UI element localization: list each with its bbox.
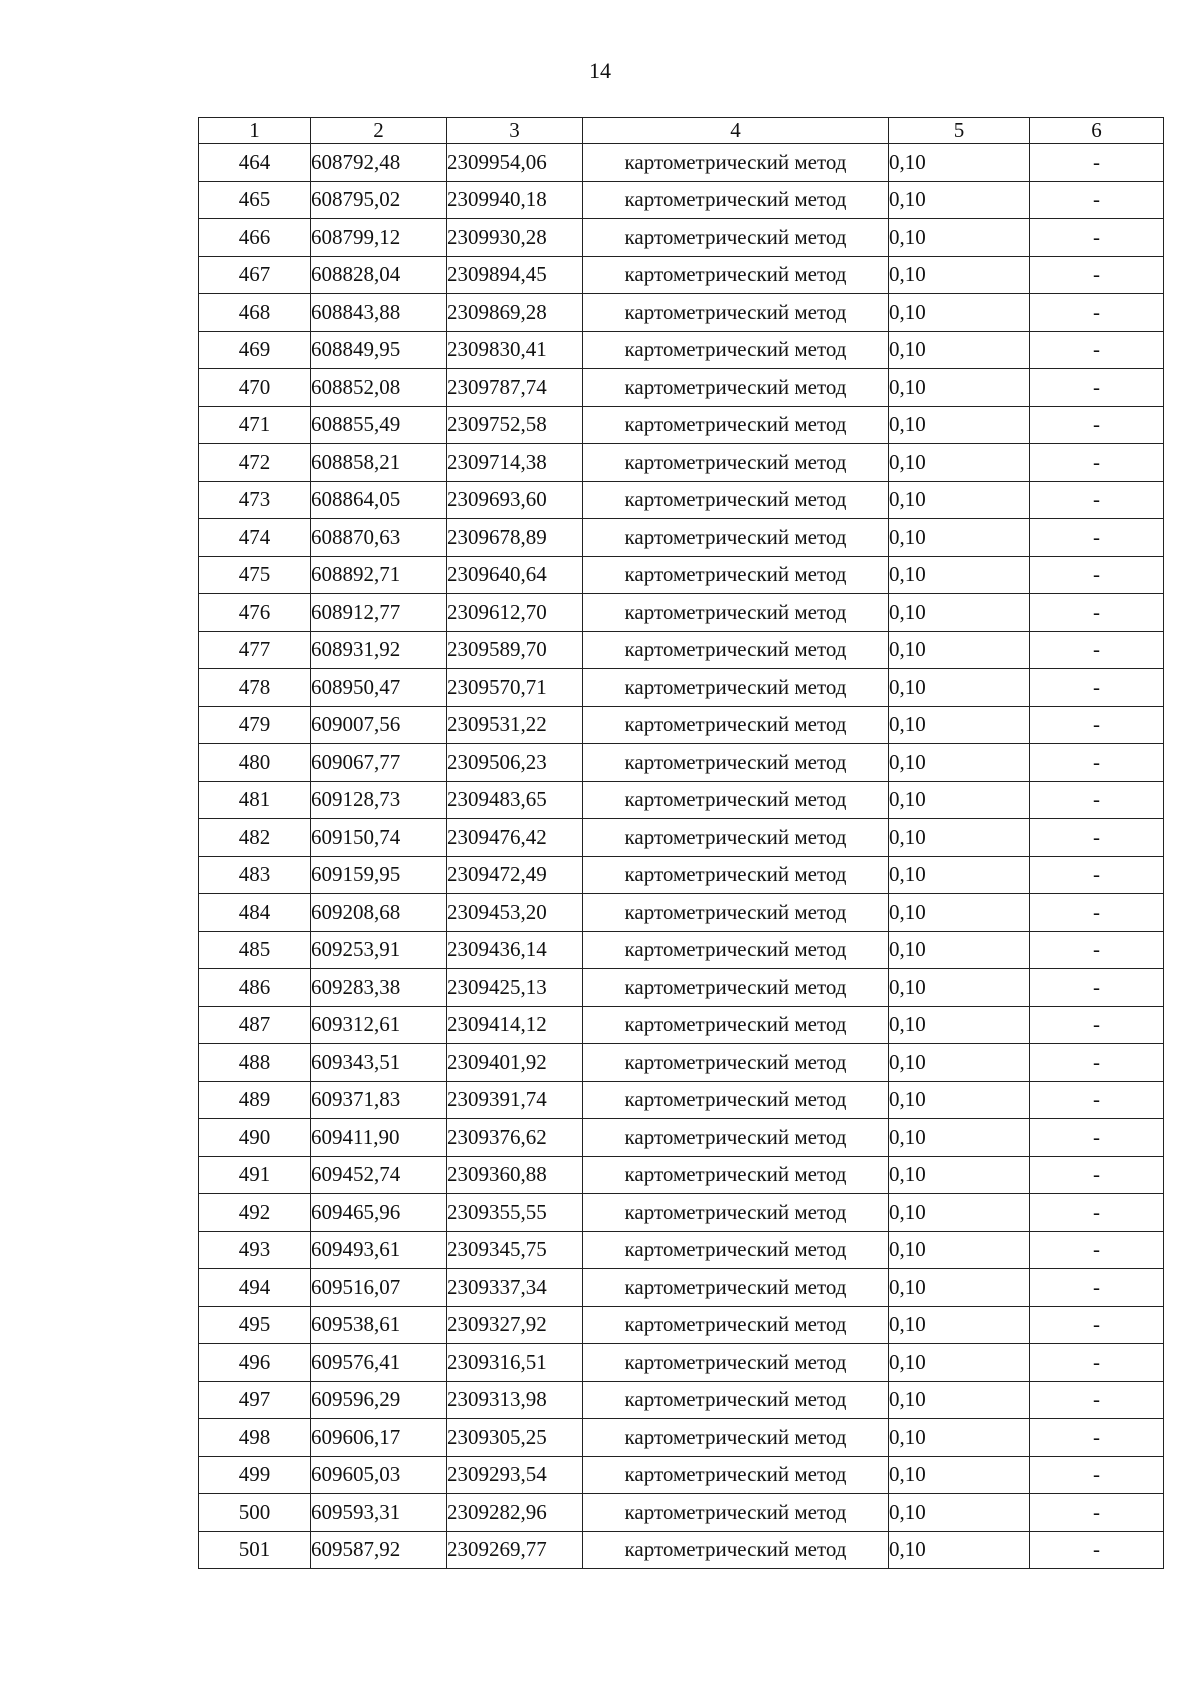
accuracy-cell: 0,10 (889, 1269, 1030, 1307)
accuracy-cell: 0,10 (889, 331, 1030, 369)
table-row (199, 781, 1164, 819)
note-cell: - (1030, 819, 1164, 857)
accuracy-cell: 0,10 (889, 856, 1030, 894)
point-number-cell: 488 (199, 1044, 311, 1082)
header-cell: 6 (1030, 118, 1164, 144)
table-row (199, 406, 1164, 444)
y-coordinate-cell: 2309401,92 (447, 1044, 583, 1082)
method-cell: картометрический метод (583, 706, 889, 744)
table-row (199, 369, 1164, 407)
note-cell: - (1030, 1044, 1164, 1082)
table-row (199, 519, 1164, 557)
y-coordinate-cell: 2309531,22 (447, 706, 583, 744)
point-number-cell: 500 (199, 1494, 311, 1532)
y-coordinate-cell: 2309612,70 (447, 594, 583, 632)
accuracy-cell: 0,10 (889, 144, 1030, 182)
y-coordinate-cell: 2309869,28 (447, 294, 583, 332)
method-cell: картометрический метод (583, 219, 889, 257)
table-row (199, 1119, 1164, 1157)
table-row (199, 744, 1164, 782)
header-cell: 5 (889, 118, 1030, 144)
note-cell: - (1030, 1419, 1164, 1457)
y-coordinate-cell: 2309787,74 (447, 369, 583, 407)
accuracy-cell: 0,10 (889, 1456, 1030, 1494)
table-row (199, 331, 1164, 369)
x-coordinate-cell: 608828,04 (311, 256, 447, 294)
x-coordinate-cell: 609343,51 (311, 1044, 447, 1082)
table-body (199, 144, 1164, 1569)
header-cell: 3 (447, 118, 583, 144)
note-cell: - (1030, 894, 1164, 932)
y-coordinate-cell: 2309345,75 (447, 1231, 583, 1269)
point-number-cell: 481 (199, 781, 311, 819)
table-row (199, 1456, 1164, 1494)
accuracy-cell: 0,10 (889, 294, 1030, 332)
table-row (199, 181, 1164, 219)
y-coordinate-cell: 2309678,89 (447, 519, 583, 557)
note-cell: - (1030, 1306, 1164, 1344)
table-row (199, 444, 1164, 482)
y-coordinate-cell: 2309391,74 (447, 1081, 583, 1119)
note-cell: - (1030, 406, 1164, 444)
method-cell: картометрический метод (583, 594, 889, 632)
method-cell: картометрический метод (583, 631, 889, 669)
point-number-cell: 498 (199, 1419, 311, 1457)
table-row (199, 1306, 1164, 1344)
point-number-cell: 485 (199, 931, 311, 969)
point-number-cell: 464 (199, 144, 311, 182)
point-number-cell: 469 (199, 331, 311, 369)
y-coordinate-cell: 2309269,77 (447, 1531, 583, 1569)
method-cell: картометрический метод (583, 744, 889, 782)
accuracy-cell: 0,10 (889, 931, 1030, 969)
note-cell: - (1030, 1269, 1164, 1307)
accuracy-cell: 0,10 (889, 781, 1030, 819)
note-cell: - (1030, 706, 1164, 744)
accuracy-cell: 0,10 (889, 1044, 1030, 1082)
note-cell: - (1030, 744, 1164, 782)
method-cell: картометрический метод (583, 256, 889, 294)
y-coordinate-cell: 2309940,18 (447, 181, 583, 219)
accuracy-cell: 0,10 (889, 1156, 1030, 1194)
point-number-cell: 468 (199, 294, 311, 332)
accuracy-cell: 0,10 (889, 406, 1030, 444)
y-coordinate-cell: 2309589,70 (447, 631, 583, 669)
point-number-cell: 470 (199, 369, 311, 407)
note-cell: - (1030, 481, 1164, 519)
accuracy-cell: 0,10 (889, 1306, 1030, 1344)
point-number-cell: 475 (199, 556, 311, 594)
x-coordinate-cell: 608852,08 (311, 369, 447, 407)
table-row (199, 1006, 1164, 1044)
method-cell: картометрический метод (583, 369, 889, 407)
y-coordinate-cell: 2309453,20 (447, 894, 583, 932)
x-coordinate-cell: 609067,77 (311, 744, 447, 782)
x-coordinate-cell: 609493,61 (311, 1231, 447, 1269)
x-coordinate-cell: 609593,31 (311, 1494, 447, 1532)
accuracy-cell: 0,10 (889, 1231, 1030, 1269)
point-number-cell: 501 (199, 1531, 311, 1569)
accuracy-cell: 0,10 (889, 594, 1030, 632)
table-row (199, 256, 1164, 294)
method-cell: картометрический метод (583, 1156, 889, 1194)
method-cell: картометрический метод (583, 1306, 889, 1344)
y-coordinate-cell: 2309476,42 (447, 819, 583, 857)
method-cell: картометрический метод (583, 1081, 889, 1119)
accuracy-cell: 0,10 (889, 744, 1030, 782)
method-cell: картометрический метод (583, 669, 889, 707)
table-row (199, 1494, 1164, 1532)
note-cell: - (1030, 444, 1164, 482)
page-number: 14 (589, 58, 611, 83)
table-row (199, 931, 1164, 969)
note-cell: - (1030, 1194, 1164, 1232)
x-coordinate-cell: 608870,63 (311, 519, 447, 557)
y-coordinate-cell: 2309830,41 (447, 331, 583, 369)
point-number-cell: 499 (199, 1456, 311, 1494)
method-cell: картометрический метод (583, 1531, 889, 1569)
x-coordinate-cell: 608849,95 (311, 331, 447, 369)
point-number-cell: 490 (199, 1119, 311, 1157)
y-coordinate-cell: 2309313,98 (447, 1381, 583, 1419)
y-coordinate-cell: 2309506,23 (447, 744, 583, 782)
table-row (199, 1156, 1164, 1194)
note-cell: - (1030, 1081, 1164, 1119)
accuracy-cell: 0,10 (889, 1344, 1030, 1382)
method-cell: картометрический метод (583, 294, 889, 332)
point-number-cell: 472 (199, 444, 311, 482)
point-number-cell: 484 (199, 894, 311, 932)
x-coordinate-cell: 609411,90 (311, 1119, 447, 1157)
note-cell: - (1030, 369, 1164, 407)
point-number-cell: 489 (199, 1081, 311, 1119)
method-cell: картометрический метод (583, 781, 889, 819)
accuracy-cell: 0,10 (889, 1006, 1030, 1044)
table-row (199, 669, 1164, 707)
y-coordinate-cell: 2309327,92 (447, 1306, 583, 1344)
table-row (199, 1381, 1164, 1419)
note-cell: - (1030, 1381, 1164, 1419)
y-coordinate-cell: 2309472,49 (447, 856, 583, 894)
y-coordinate-cell: 2309414,12 (447, 1006, 583, 1044)
note-cell: - (1030, 219, 1164, 257)
note-cell: - (1030, 331, 1164, 369)
point-number-cell: 473 (199, 481, 311, 519)
accuracy-cell: 0,10 (889, 1194, 1030, 1232)
point-number-cell: 479 (199, 706, 311, 744)
point-number-cell: 493 (199, 1231, 311, 1269)
y-coordinate-cell: 2309436,14 (447, 931, 583, 969)
note-cell: - (1030, 181, 1164, 219)
point-number-cell: 477 (199, 631, 311, 669)
table-row (199, 1081, 1164, 1119)
x-coordinate-cell: 609465,96 (311, 1194, 447, 1232)
x-coordinate-cell: 609576,41 (311, 1344, 447, 1382)
table-row (199, 481, 1164, 519)
y-coordinate-cell: 2309714,38 (447, 444, 583, 482)
x-coordinate-cell: 609587,92 (311, 1531, 447, 1569)
y-coordinate-cell: 2309360,88 (447, 1156, 583, 1194)
x-coordinate-cell: 609371,83 (311, 1081, 447, 1119)
point-number-cell: 465 (199, 181, 311, 219)
y-coordinate-cell: 2309954,06 (447, 144, 583, 182)
accuracy-cell: 0,10 (889, 706, 1030, 744)
note-cell: - (1030, 1494, 1164, 1532)
accuracy-cell: 0,10 (889, 444, 1030, 482)
note-cell: - (1030, 1531, 1164, 1569)
note-cell: - (1030, 1344, 1164, 1382)
table-row (199, 1231, 1164, 1269)
x-coordinate-cell: 608792,48 (311, 144, 447, 182)
point-number-cell: 491 (199, 1156, 311, 1194)
table-row (199, 556, 1164, 594)
table-row (199, 969, 1164, 1007)
header-row (199, 118, 1164, 144)
table-row (199, 219, 1164, 257)
x-coordinate-cell: 609606,17 (311, 1419, 447, 1457)
point-number-cell: 476 (199, 594, 311, 632)
point-number-cell: 486 (199, 969, 311, 1007)
accuracy-cell: 0,10 (889, 556, 1030, 594)
accuracy-cell: 0,10 (889, 631, 1030, 669)
method-cell: картометрический метод (583, 1044, 889, 1082)
x-coordinate-cell: 608858,21 (311, 444, 447, 482)
y-coordinate-cell: 2309337,34 (447, 1269, 583, 1307)
y-coordinate-cell: 2309376,62 (447, 1119, 583, 1157)
method-cell: картометрический метод (583, 519, 889, 557)
method-cell: картометрический метод (583, 1119, 889, 1157)
x-coordinate-cell: 609159,95 (311, 856, 447, 894)
method-cell: картометрический метод (583, 931, 889, 969)
x-coordinate-cell: 608843,88 (311, 294, 447, 332)
header-cell: 4 (583, 118, 889, 144)
accuracy-cell: 0,10 (889, 481, 1030, 519)
method-cell: картометрический метод (583, 856, 889, 894)
point-number-cell: 471 (199, 406, 311, 444)
accuracy-cell: 0,10 (889, 969, 1030, 1007)
x-coordinate-cell: 609253,91 (311, 931, 447, 969)
point-number-cell: 492 (199, 1194, 311, 1232)
method-cell: картометрический метод (583, 481, 889, 519)
method-cell: картометрический метод (583, 556, 889, 594)
table-row (199, 894, 1164, 932)
table-row (199, 1044, 1164, 1082)
accuracy-cell: 0,10 (889, 1381, 1030, 1419)
y-coordinate-cell: 2309570,71 (447, 669, 583, 707)
y-coordinate-cell: 2309282,96 (447, 1494, 583, 1532)
method-cell: картометрический метод (583, 894, 889, 932)
note-cell: - (1030, 1119, 1164, 1157)
method-cell: картометрический метод (583, 181, 889, 219)
accuracy-cell: 0,10 (889, 519, 1030, 557)
note-cell: - (1030, 1006, 1164, 1044)
note-cell: - (1030, 519, 1164, 557)
point-number-cell: 478 (199, 669, 311, 707)
accuracy-cell: 0,10 (889, 1119, 1030, 1157)
point-number-cell: 495 (199, 1306, 311, 1344)
accuracy-cell: 0,10 (889, 1419, 1030, 1457)
x-coordinate-cell: 608912,77 (311, 594, 447, 632)
x-coordinate-cell: 608892,71 (311, 556, 447, 594)
x-coordinate-cell: 609516,07 (311, 1269, 447, 1307)
note-cell: - (1030, 556, 1164, 594)
note-cell: - (1030, 1456, 1164, 1494)
x-coordinate-cell: 609150,74 (311, 819, 447, 857)
point-number-cell: 480 (199, 744, 311, 782)
note-cell: - (1030, 856, 1164, 894)
method-cell: картометрический метод (583, 1381, 889, 1419)
y-coordinate-cell: 2309483,65 (447, 781, 583, 819)
point-number-cell: 496 (199, 1344, 311, 1382)
y-coordinate-cell: 2309293,54 (447, 1456, 583, 1494)
accuracy-cell: 0,10 (889, 819, 1030, 857)
x-coordinate-cell: 608950,47 (311, 669, 447, 707)
table-row (199, 1269, 1164, 1307)
x-coordinate-cell: 608931,92 (311, 631, 447, 669)
y-coordinate-cell: 2309640,64 (447, 556, 583, 594)
coordinates-table (198, 117, 1164, 1569)
method-cell: картометрический метод (583, 819, 889, 857)
table-row (199, 819, 1164, 857)
point-number-cell: 466 (199, 219, 311, 257)
method-cell: картометрический метод (583, 1231, 889, 1269)
accuracy-cell: 0,10 (889, 894, 1030, 932)
table-row (199, 1531, 1164, 1569)
y-coordinate-cell: 2309355,55 (447, 1194, 583, 1232)
accuracy-cell: 0,10 (889, 669, 1030, 707)
table-row (199, 856, 1164, 894)
x-coordinate-cell: 609283,38 (311, 969, 447, 1007)
header-cell: 1 (199, 118, 311, 144)
table-row (199, 594, 1164, 632)
table-row (199, 706, 1164, 744)
x-coordinate-cell: 609605,03 (311, 1456, 447, 1494)
method-cell: картометрический метод (583, 444, 889, 482)
note-cell: - (1030, 1231, 1164, 1269)
method-cell: картометрический метод (583, 406, 889, 444)
method-cell: картометрический метод (583, 1419, 889, 1457)
note-cell: - (1030, 594, 1164, 632)
note-cell: - (1030, 669, 1164, 707)
y-coordinate-cell: 2309316,51 (447, 1344, 583, 1382)
x-coordinate-cell: 608795,02 (311, 181, 447, 219)
y-coordinate-cell: 2309425,13 (447, 969, 583, 1007)
method-cell: картометрический метод (583, 331, 889, 369)
x-coordinate-cell: 609208,68 (311, 894, 447, 932)
note-cell: - (1030, 294, 1164, 332)
point-number-cell: 487 (199, 1006, 311, 1044)
y-coordinate-cell: 2309894,45 (447, 256, 583, 294)
method-cell: картометрический метод (583, 1494, 889, 1532)
point-number-cell: 474 (199, 519, 311, 557)
note-cell: - (1030, 631, 1164, 669)
note-cell: - (1030, 969, 1164, 1007)
x-coordinate-cell: 608864,05 (311, 481, 447, 519)
y-coordinate-cell: 2309752,58 (447, 406, 583, 444)
y-coordinate-cell: 2309305,25 (447, 1419, 583, 1457)
point-number-cell: 494 (199, 1269, 311, 1307)
x-coordinate-cell: 609007,56 (311, 706, 447, 744)
method-cell: картометрический метод (583, 969, 889, 1007)
note-cell: - (1030, 256, 1164, 294)
x-coordinate-cell: 609452,74 (311, 1156, 447, 1194)
x-coordinate-cell: 608855,49 (311, 406, 447, 444)
table-row (199, 144, 1164, 182)
table-row (199, 1344, 1164, 1382)
note-cell: - (1030, 781, 1164, 819)
note-cell: - (1030, 1156, 1164, 1194)
method-cell: картометрический метод (583, 144, 889, 182)
accuracy-cell: 0,10 (889, 219, 1030, 257)
y-coordinate-cell: 2309693,60 (447, 481, 583, 519)
point-number-cell: 497 (199, 1381, 311, 1419)
accuracy-cell: 0,10 (889, 1081, 1030, 1119)
method-cell: картометрический метод (583, 1344, 889, 1382)
method-cell: картометрический метод (583, 1456, 889, 1494)
table-row (199, 631, 1164, 669)
point-number-cell: 483 (199, 856, 311, 894)
x-coordinate-cell: 609312,61 (311, 1006, 447, 1044)
accuracy-cell: 0,10 (889, 1531, 1030, 1569)
x-coordinate-cell: 608799,12 (311, 219, 447, 257)
table-row (199, 294, 1164, 332)
x-coordinate-cell: 609128,73 (311, 781, 447, 819)
table-row (199, 1419, 1164, 1457)
note-cell: - (1030, 144, 1164, 182)
x-coordinate-cell: 609596,29 (311, 1381, 447, 1419)
accuracy-cell: 0,10 (889, 369, 1030, 407)
method-cell: картометрический метод (583, 1194, 889, 1232)
point-number-cell: 482 (199, 819, 311, 857)
y-coordinate-cell: 2309930,28 (447, 219, 583, 257)
point-number-cell: 467 (199, 256, 311, 294)
header-cell: 2 (311, 118, 447, 144)
method-cell: картометрический метод (583, 1006, 889, 1044)
note-cell: - (1030, 931, 1164, 969)
x-coordinate-cell: 609538,61 (311, 1306, 447, 1344)
table-header (199, 118, 1164, 144)
accuracy-cell: 0,10 (889, 1494, 1030, 1532)
accuracy-cell: 0,10 (889, 256, 1030, 294)
table-row (199, 1194, 1164, 1232)
accuracy-cell: 0,10 (889, 181, 1030, 219)
method-cell: картометрический метод (583, 1269, 889, 1307)
